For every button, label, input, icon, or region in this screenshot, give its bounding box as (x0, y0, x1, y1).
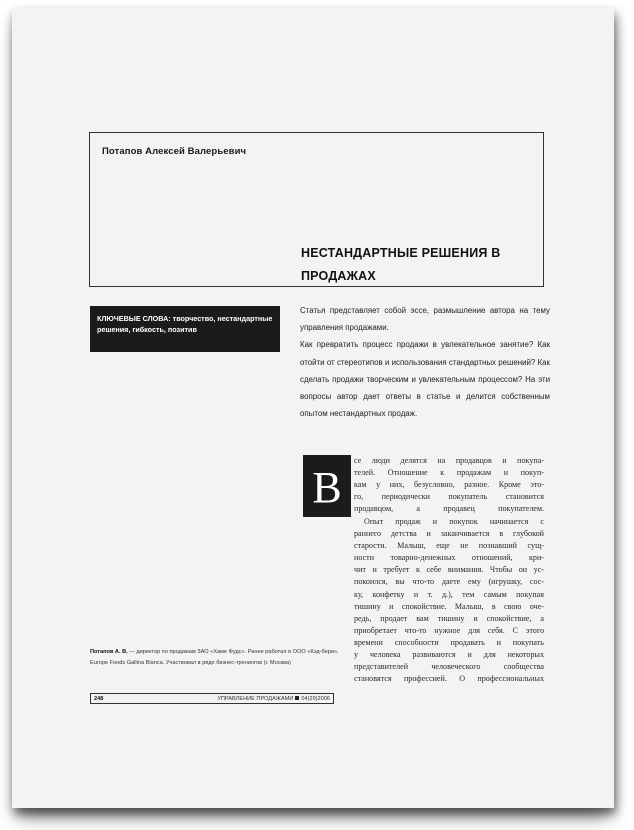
body-line: кам у них, безусловно, разное. Кроме это- (354, 480, 544, 490)
journal-name: УПРАВЛЕНИЕ ПРОДАЖАМИ (217, 695, 294, 702)
keywords-box (90, 306, 280, 352)
article-title: НЕСТАНДАРТНЫЕ РЕШЕНИЯ В ПРОДАЖАХ (301, 246, 501, 283)
article-header-box (89, 132, 544, 287)
square-bullet-icon (295, 696, 299, 700)
body-line: тишину и спокойствие. Малыш, в свою оче- (354, 601, 544, 611)
body-line: чит и требует к себе внимания. Чтобы он ус- (354, 565, 544, 575)
body-line: го, периодически покупатель становится (354, 492, 544, 502)
body-line: се люди делятся на продавцов и покупа- (354, 456, 544, 465)
drop-cap: В (303, 455, 351, 517)
body-line: ности товарно-денежных отношений, кри- (354, 553, 544, 563)
issue-number: 04(29)2006 (301, 695, 330, 702)
body-line: приобретает что-то нужное для себя. С этого (354, 625, 544, 635)
body-line: раннего детства и заканчивается в глубокой (354, 529, 544, 539)
author-bio (90, 647, 340, 669)
body-line: времени способности продавать и покупать (354, 637, 544, 647)
bio-text: — директор по продажам ЗАО «Хаме Фудс». Ранее работал в ООО «Кэд-бери», Europe Foods Gallina Blanca. Участвовал в ряде бизнес-тренингов (г. Москва) (90, 649, 339, 666)
bio-name: Потапов А. В. (90, 649, 128, 655)
abstract-paragraph: Статья представляет собой эссе, размышление автора на тему управления продажами. (300, 306, 550, 333)
author-name: Потапов Алексей Валерьевич (102, 146, 247, 157)
keywords-text: творчество, нестандартные решения, гибкость, позитив (97, 314, 273, 334)
body-line: продавцом, а продавец покупателем. (354, 504, 544, 514)
body-line: у человека развиваются и для некоторых (354, 650, 544, 660)
page-footer (90, 693, 334, 704)
article-body (354, 516, 544, 685)
body-line: покоился, вы что-то даете ему (игрушку, сос- (354, 577, 544, 587)
journal-issue (217, 696, 330, 702)
body-line: старости. Малыш, еще не познавший сущ- (354, 541, 544, 551)
body-line: становятся профессией. О профессиональных (354, 674, 544, 684)
abstract-paragraph: Как превратить процесс продажи в увлекательное занятие? Как отойти от стереотипов и использования стандартных решений? Как сделать продажи творческим и увлекательным процессом? На эти вопросы автор дает ответы в статье и делится собственным опытом нестандартных продаж. (300, 340, 550, 419)
body-line: ку, конфетку и т. д.), тем самым покупая (354, 589, 544, 599)
body-line: редь, продает вам тишину и спокойствие, а (354, 613, 544, 623)
body-line: представителей человеческого сообщества (354, 662, 544, 672)
journal-page (12, 8, 614, 808)
body-line: телей. Отношение к продажам и покуп- (354, 468, 544, 478)
keywords-label: КЛЮЧЕВЫЕ СЛОВА: (97, 314, 171, 323)
body-line: Опыт продаж и покупок начинается с (364, 517, 544, 526)
page-number: 248 (94, 695, 104, 702)
article-body-narrow (354, 455, 544, 515)
article-abstract (300, 302, 550, 422)
